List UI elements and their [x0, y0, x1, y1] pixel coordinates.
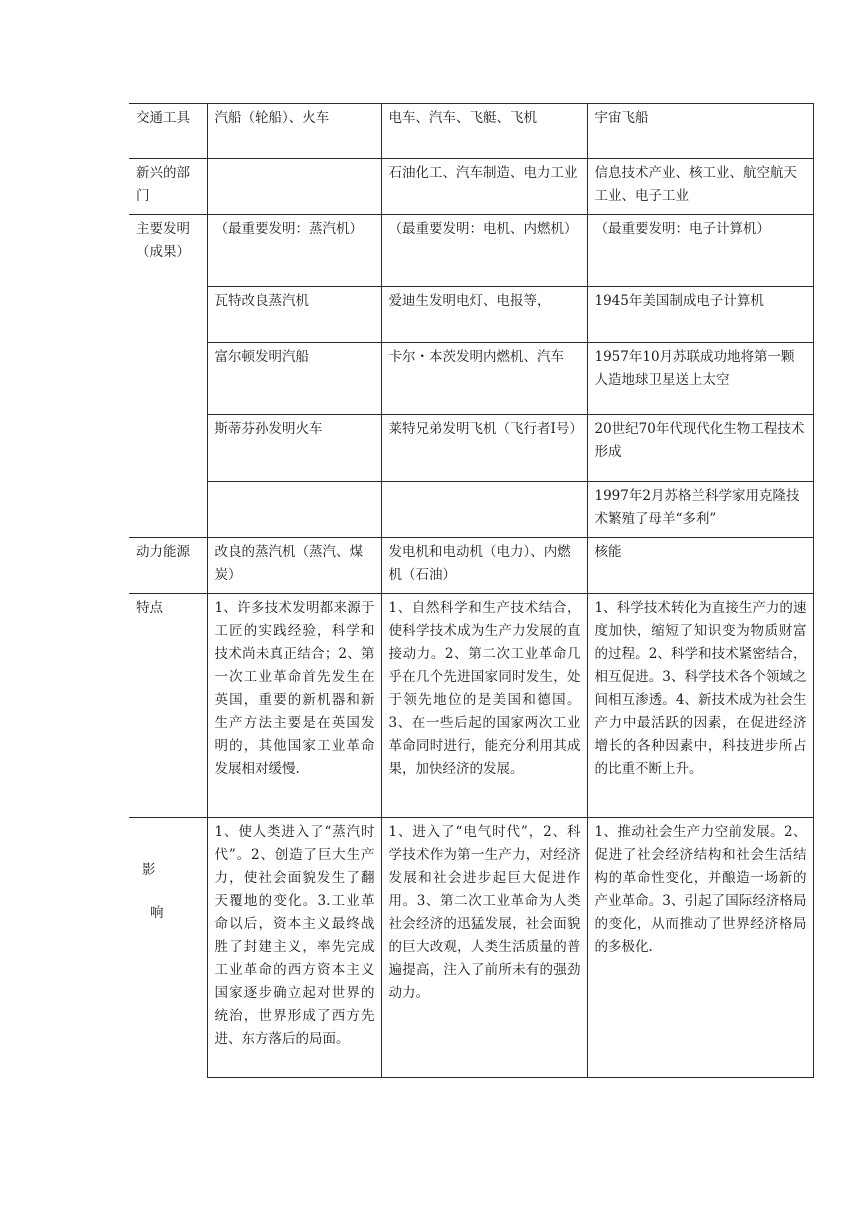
cell-invention-4-first: 斯蒂芬孙发明火车 [207, 415, 381, 482]
row-label-new-sectors: 新兴的部门 [129, 159, 207, 215]
row-transport [129, 104, 813, 159]
row-label-features: 特点 [129, 594, 207, 818]
row-energy [129, 538, 813, 594]
cell-transport-first: 汽船（轮船）、火车 [207, 104, 381, 159]
cell-invention-key-second: （最重要发明：电机、内燃机） [381, 215, 587, 287]
row-label-transport: 交通工具 [129, 104, 207, 159]
cell-invention-2-first: 瓦特改良蒸汽机 [207, 287, 381, 343]
cell-invention-3-second: 卡尔・本茨发明内燃机、汽车 [381, 343, 587, 415]
cell-invention-5-second [381, 482, 587, 538]
cell-transport-second: 电车、汽车、飞艇、飞机 [381, 104, 587, 159]
cell-new-sectors-second: 石油化工、汽车制造、电力工业 [381, 159, 587, 215]
cell-new-sectors-third: 信息技术产业、核工业、航空航天工业、电子工业 [587, 159, 813, 215]
row-new-sectors [129, 159, 813, 215]
cell-new-sectors-first [207, 159, 381, 215]
cell-invention-4-third: 20世纪70年代现代化生物工程技术形成 [587, 415, 813, 482]
cell-invention-5-third: 1997年2月苏格兰科学家用克隆技术繁殖了母羊“多利” [587, 482, 813, 538]
row-inventions-4 [129, 415, 813, 482]
row-label-impact [129, 818, 207, 1078]
cell-energy-second: 发电机和电动机（电力）、内燃机（石油） [381, 538, 587, 594]
cell-features-first: 1、许多技术发明都来源于工匠的实践经验，科学和技术尚未真正结合；2、第一次工业革命首先发生在英国，重要的新机器和新生产方法主要是在英国发明的，其他国家工业革命发展相对缓慢. [207, 594, 381, 818]
row-inventions-1 [129, 215, 813, 287]
cell-invention-3-first: 富尔顿发明汽船 [207, 343, 381, 415]
cell-invention-2-third: 1945年美国制成电子计算机 [587, 287, 813, 343]
row-features [129, 594, 813, 818]
row-label-inventions: 主要发明（成果） [129, 215, 207, 538]
impact-label-char-1: 影 [142, 862, 156, 878]
impact-label-char-2: 响 [150, 905, 164, 921]
industrial-revolution-comparison-table [129, 103, 814, 1078]
row-inventions-5 [129, 482, 813, 538]
cell-invention-key-third: （最重要发明：电子计算机） [587, 215, 813, 287]
cell-features-second: 1、自然科学和生产技术结合，使科学技术成为生产力发展的直接动力。2、第二次工业革命几乎在几个先进国家同时发生，处于领先地位的是美国和德国。3、在一些后起的国家两次工业革命同时进行，能充分利用其成果，加快经济的发展。 [381, 594, 587, 818]
cell-invention-4-second: 莱特兄弟发明飞机（飞行者Ⅰ号） [381, 415, 587, 482]
cell-transport-third: 宇宙飞船 [587, 104, 813, 159]
cell-energy-third: 核能 [587, 538, 813, 594]
cell-invention-5-first [207, 482, 381, 538]
cell-invention-2-second: 爱迪生发明电灯、电报等， [381, 287, 587, 343]
cell-impact-third: 1、推动社会生产力空前发展。2、促进了社会经济结构和社会生活结构的革命性变化，并酿造一场新的产业革命。3、引起了国际经济格局的变化，从而推动了世界经济格局的多极化. [587, 818, 813, 1078]
row-inventions-2 [129, 287, 813, 343]
row-inventions-3 [129, 343, 813, 415]
cell-invention-3-third: 1957年10月苏联成功地将第一颗人造地球卫星送上太空 [587, 343, 813, 415]
cell-invention-key-first: （最重要发明：蒸汽机） [207, 215, 381, 287]
cell-features-third: 1、科学技术转化为直接生产力的速度加快，缩短了知识变为物质财富的过程。2、科学和技术紧密结合，相互促进。3、科学技术各个领域之间相互渗透。4、新技术成为社会生产力中最活跃的因素，在促进经济增长的各种因素中，科技进步所占的比重不断上升。 [587, 594, 813, 818]
impact-label [136, 859, 201, 925]
row-impact [129, 818, 813, 1078]
cell-impact-first: 1、使人类进入了“蒸汽时代”。2、创造了巨大生产力，使社会面貌发生了翻天覆地的变化。3.工业革命以后，资本主义最终战胜了封建主义，率先完成工业革命的西方资本主义国家逐步确立起对世界的统治，世界形成了西方先进、东方落后的局面。 [207, 818, 381, 1078]
cell-impact-second: 1、进入了“电气时代”，2、科学技术作为第一生产力，对经济发展和社会进步起巨大促进作用。3、第二次工业革命为人类社会经济的迅猛发展，社会面貌的巨大改观，人类生活质量的普遍提高，注入了前所未有的强劲动力。 [381, 818, 587, 1078]
row-label-energy: 动力能源 [129, 538, 207, 594]
cell-energy-first: 改良的蒸汽机（蒸汽、煤炭） [207, 538, 381, 594]
